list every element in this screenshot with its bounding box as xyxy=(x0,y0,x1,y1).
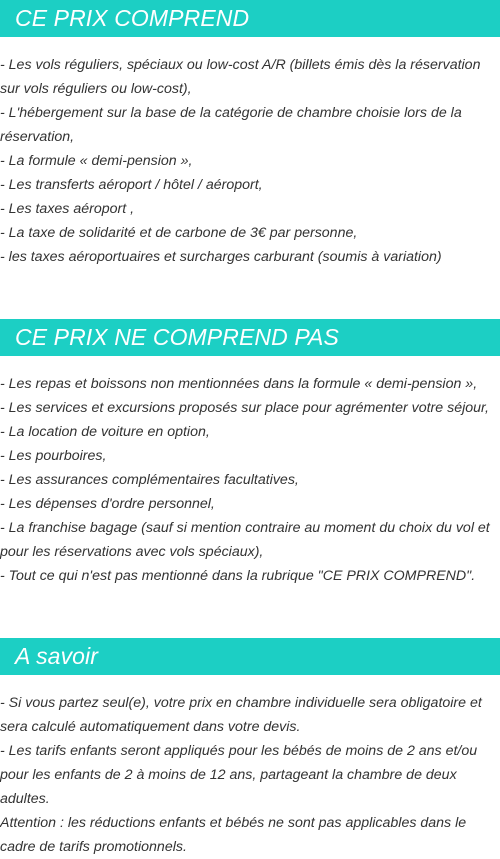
section-title-prix-comprend: CE PRIX COMPREND xyxy=(0,0,500,37)
list-item: - La franchise bagage (sauf si mention contraire au moment du choix du vol et pour les réservations avec vols spéciaux), xyxy=(0,520,490,560)
list-item: Attention : les réductions enfants et bébés ne sont pas applicables dans le cadre de tarifs promotionnels. xyxy=(0,815,467,855)
list-item: - Si vous partez seul(e), votre prix en chambre individuelle sera obligatoire et sera calculé automatiquement dans votre devis. xyxy=(0,695,482,735)
list-item: - Les services et excursions proposés sur place pour agrémenter votre séjour, xyxy=(0,400,489,416)
list-item: - Les transferts aéroport / hôtel / aéroport, xyxy=(0,177,263,193)
list-item: - Tout ce qui n'est pas mentionné dans la rubrique "CE PRIX COMPREND". xyxy=(0,568,476,584)
list-item: - La location de voiture en option, xyxy=(0,424,210,440)
list-item: - Les tarifs enfants seront appliqués pour les bébés de moins de 2 ans et/ou pour les enfants de 2 à moins de 12 ans, partageant la chambre de deux adultes. xyxy=(0,743,478,807)
section-title-a-savoir: A savoir xyxy=(0,638,500,675)
list-item: - Les pourboires, xyxy=(0,448,107,464)
not-included-list xyxy=(0,372,500,588)
list-item: - La formule « demi-pension », xyxy=(0,153,193,169)
info-list xyxy=(0,691,500,859)
list-item: - Les vols réguliers, spéciaux ou low-cost A/R (billets émis dès la réservation sur vols réguliers ou low-cost), xyxy=(0,57,481,97)
section-title-prix-ne-comprend-pas: CE PRIX NE COMPREND PAS xyxy=(0,319,500,356)
list-item: - les taxes aéroportuaires et surcharges carburant (soumis à variation) xyxy=(0,249,442,265)
list-item: - Les taxes aéroport , xyxy=(0,201,135,217)
list-item: - Les assurances complémentaires facultatives, xyxy=(0,472,299,488)
list-item: - La taxe de solidarité et de carbone de 3€ par personne, xyxy=(0,225,358,241)
list-item: - L'hébergement sur la base de la catégorie de chambre choisie lors de la réservation, xyxy=(0,105,462,145)
list-item: - Les dépenses d'ordre personnel, xyxy=(0,496,215,512)
list-item: - Les repas et boissons non mentionnées dans la formule « demi-pension », xyxy=(0,376,478,392)
included-list xyxy=(0,53,500,269)
